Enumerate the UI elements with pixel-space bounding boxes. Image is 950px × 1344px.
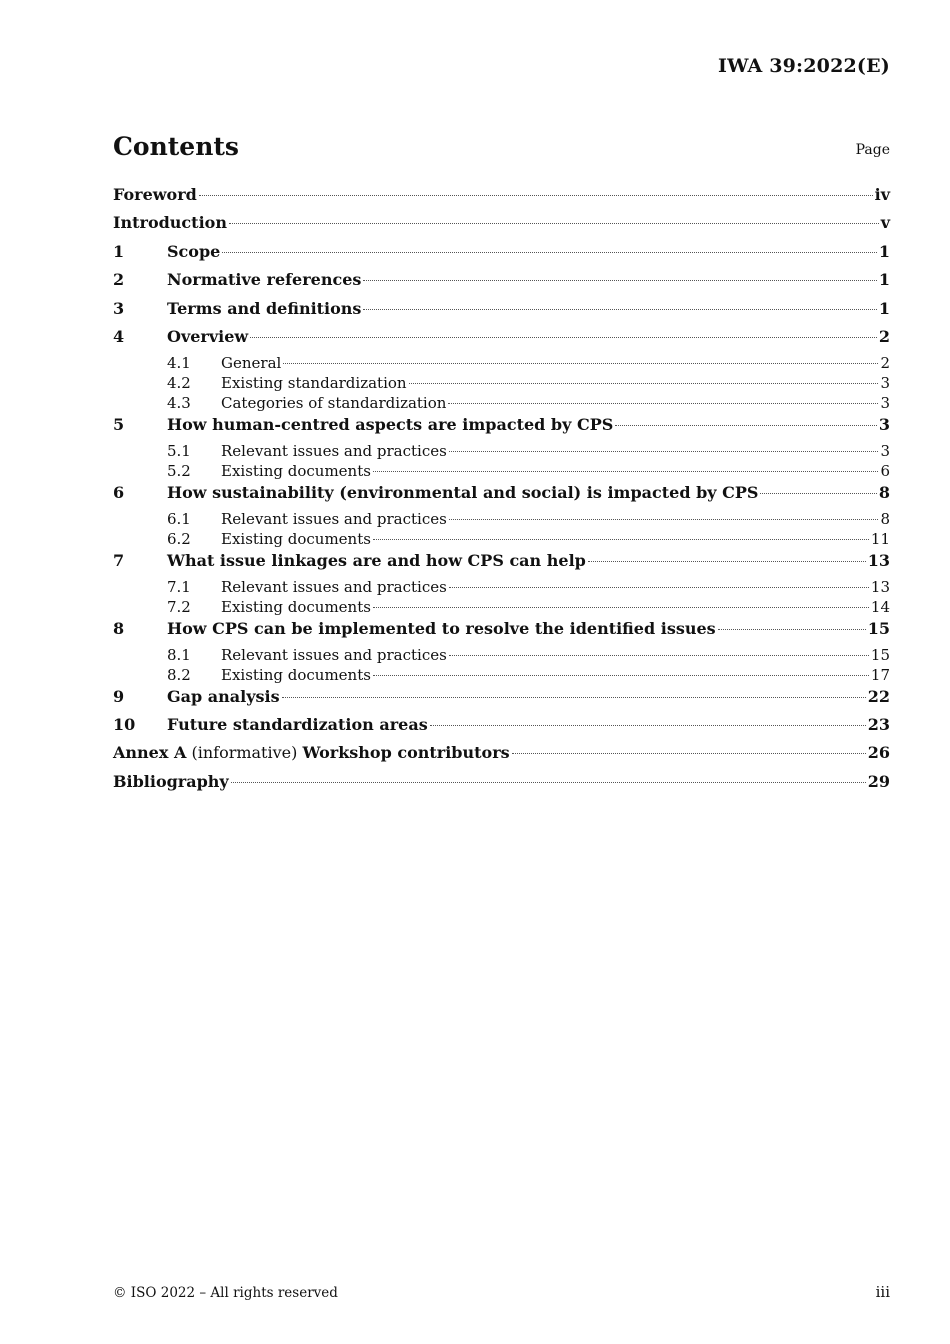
toc-entry-title-text: Scope bbox=[167, 241, 221, 261]
toc-entry-title bbox=[167, 687, 280, 707]
copyright-notice: © ISO 2022 – All rights reserved bbox=[113, 1285, 338, 1301]
toc-entry-title bbox=[221, 597, 371, 617]
toc-entry-number: 7.2 bbox=[167, 597, 191, 616]
toc-entry-title-text: Gap analysis bbox=[167, 686, 280, 706]
toc-entry[interactable] bbox=[113, 268, 890, 296]
toc-entry-title bbox=[221, 665, 371, 685]
toc-page-number: 22 bbox=[867, 686, 890, 706]
table-of-contents bbox=[113, 183, 890, 798]
toc-entry-number: 6 bbox=[113, 482, 125, 502]
toc-entry-number: 10 bbox=[113, 715, 136, 735]
toc-entry-title-text: General bbox=[221, 354, 282, 373]
toc-subentry[interactable] bbox=[113, 597, 890, 617]
toc-entry-title-text: Existing documents bbox=[221, 597, 371, 616]
toc-entry-title-text: Introduction bbox=[113, 213, 227, 233]
toc-entry-number: 7.1 bbox=[167, 578, 191, 597]
toc-entry-title-text: Categories of standardization bbox=[221, 393, 447, 412]
toc-entry-title bbox=[113, 743, 510, 763]
toc-entry[interactable] bbox=[113, 549, 890, 577]
toc-entry-title bbox=[221, 509, 447, 529]
toc-entry[interactable] bbox=[113, 741, 890, 769]
toc-entry-title bbox=[221, 577, 447, 597]
toc-entry-title-text: Existing standardization bbox=[221, 374, 407, 393]
dot-leader bbox=[373, 470, 879, 472]
toc-entry-title-text: Relevant issues and practices bbox=[221, 510, 447, 529]
toc-page-number: 8 bbox=[878, 482, 890, 502]
toc-page-number: 15 bbox=[870, 646, 890, 665]
toc-subentry[interactable] bbox=[113, 461, 890, 481]
toc-entry-title bbox=[221, 393, 446, 413]
toc-entry-title-text: How CPS can be implemented to resolve the identified issues bbox=[167, 618, 716, 638]
dot-leader bbox=[449, 654, 869, 656]
toc-entry-title bbox=[113, 772, 229, 792]
dot-leader bbox=[760, 492, 876, 494]
dot-leader bbox=[282, 696, 866, 698]
toc-subentry[interactable] bbox=[113, 645, 890, 665]
dot-leader bbox=[363, 308, 876, 310]
page-number: iii bbox=[875, 1283, 890, 1301]
toc-entry-title bbox=[113, 185, 197, 205]
dot-leader bbox=[615, 424, 877, 426]
dot-leader bbox=[222, 251, 877, 253]
toc-entry-number: 4 bbox=[113, 326, 125, 346]
toc-entry-title bbox=[221, 441, 447, 461]
toc-entry-title bbox=[167, 242, 220, 262]
toc-entry-title bbox=[167, 715, 428, 735]
toc-entry-title-text: What issue linkages are and how CPS can help bbox=[167, 550, 586, 570]
dot-leader bbox=[229, 222, 879, 224]
toc-page-number: 2 bbox=[880, 354, 890, 373]
toc-entry-title-text: Future standardization areas bbox=[167, 715, 428, 735]
toc-entry-title-text: Existing documents bbox=[221, 529, 371, 548]
toc-entry-number: 2 bbox=[113, 270, 125, 290]
dot-leader bbox=[512, 752, 866, 754]
toc-page-number: 15 bbox=[867, 618, 890, 638]
contents-heading: Contents bbox=[113, 132, 240, 161]
toc-entry-title bbox=[221, 353, 281, 373]
toc-page-number: 13 bbox=[867, 550, 890, 570]
toc-entry-title bbox=[221, 373, 407, 393]
toc-entry[interactable] bbox=[113, 325, 890, 353]
toc-entry-title-text: Relevant issues and practices bbox=[221, 442, 447, 461]
toc-entry-title-text: Annex A bbox=[113, 743, 187, 763]
toc-entry[interactable] bbox=[113, 685, 890, 713]
toc-subentry[interactable] bbox=[113, 665, 890, 685]
toc-subentry[interactable] bbox=[113, 441, 890, 461]
toc-entry-title bbox=[167, 270, 361, 290]
toc-entry-title-text: Terms and definitions bbox=[167, 298, 362, 318]
toc-entry[interactable] bbox=[113, 211, 890, 239]
toc-page-number: 23 bbox=[867, 715, 890, 735]
toc-page-number: 1 bbox=[878, 270, 890, 290]
toc-entry-title-suffix: Workshop contributors bbox=[302, 743, 510, 763]
toc-subentry[interactable] bbox=[113, 393, 890, 413]
toc-page-number: 3 bbox=[880, 374, 890, 393]
toc-entry-title bbox=[167, 551, 586, 571]
toc-entry-title-text: Relevant issues and practices bbox=[221, 646, 447, 665]
toc-entry-title-text: How human-centred aspects are impacted by CPS bbox=[167, 414, 614, 434]
toc-page-number: 3 bbox=[880, 442, 890, 461]
toc-entry-title-text: Relevant issues and practices bbox=[221, 578, 447, 597]
toc-entry[interactable] bbox=[113, 481, 890, 509]
toc-entry-number: 1 bbox=[113, 241, 125, 261]
toc-page-number: v bbox=[880, 213, 890, 233]
dot-leader bbox=[231, 781, 866, 783]
toc-subentry[interactable] bbox=[113, 353, 890, 373]
toc-page-number: 3 bbox=[878, 414, 890, 434]
toc-entry-title bbox=[221, 645, 447, 665]
toc-entry-number: 4.2 bbox=[167, 374, 191, 393]
toc-entry[interactable] bbox=[113, 183, 890, 211]
dot-leader bbox=[449, 450, 879, 452]
toc-entry[interactable] bbox=[113, 713, 890, 741]
toc-entry-title-text: Foreword bbox=[113, 185, 197, 204]
toc-page-number: iv bbox=[874, 185, 890, 204]
toc-page-number: 11 bbox=[870, 529, 890, 548]
dot-leader bbox=[363, 279, 876, 281]
toc-page-number: 6 bbox=[880, 461, 890, 480]
dot-leader bbox=[718, 628, 866, 630]
toc-subentry[interactable] bbox=[113, 373, 890, 393]
dot-leader bbox=[373, 606, 869, 608]
toc-entry[interactable] bbox=[113, 240, 890, 268]
toc-page-number: 14 bbox=[870, 597, 890, 616]
toc-entry-title bbox=[167, 483, 758, 503]
document-id: IWA 39:2022(E) bbox=[718, 55, 890, 77]
dot-leader bbox=[430, 724, 866, 726]
toc-page-number: 1 bbox=[878, 241, 890, 261]
toc-entry-title bbox=[167, 415, 613, 435]
dot-leader bbox=[373, 674, 869, 676]
toc-page-number: 17 bbox=[870, 665, 890, 684]
toc-entry[interactable] bbox=[113, 770, 890, 798]
toc-entry-number: 6.2 bbox=[167, 529, 191, 548]
toc-entry-title-text: Normative references bbox=[167, 270, 362, 290]
toc-entry-number: 8 bbox=[113, 618, 125, 638]
toc-entry-title bbox=[113, 213, 227, 233]
toc-page-number: 13 bbox=[870, 578, 890, 597]
toc-entry[interactable] bbox=[113, 413, 890, 441]
toc-entry-title bbox=[167, 619, 716, 639]
dot-leader bbox=[283, 362, 878, 364]
toc-subentry[interactable] bbox=[113, 529, 890, 549]
toc-subentry[interactable] bbox=[113, 577, 890, 597]
toc-subentry[interactable] bbox=[113, 509, 890, 529]
toc-entry-title-text: Bibliography bbox=[113, 771, 229, 791]
toc-entry-number: 4.3 bbox=[167, 393, 191, 412]
toc-entry-number: 5.2 bbox=[167, 461, 191, 480]
toc-entry-title bbox=[167, 299, 361, 319]
toc-page-number: 26 bbox=[867, 743, 890, 763]
toc-entry-title bbox=[221, 461, 371, 481]
toc-entry[interactable] bbox=[113, 297, 890, 325]
page-column-label: Page bbox=[855, 142, 890, 158]
toc-page-number: 1 bbox=[878, 298, 890, 318]
toc-entry-title-qualifier: (informative) bbox=[186, 743, 303, 763]
dot-leader bbox=[409, 382, 879, 384]
dot-leader bbox=[373, 538, 869, 540]
toc-entry[interactable] bbox=[113, 617, 890, 645]
toc-entry-number: 4.1 bbox=[167, 354, 191, 373]
toc-entry-number: 8.1 bbox=[167, 646, 191, 665]
toc-entry-title bbox=[221, 529, 371, 549]
toc-page-number: 8 bbox=[880, 510, 890, 529]
toc-entry-title-text: Existing documents bbox=[221, 665, 371, 684]
toc-entry-title-text: How sustainability (environmental and social) is impacted by CPS bbox=[167, 482, 759, 502]
toc-page-number: 2 bbox=[878, 326, 890, 346]
dot-leader bbox=[448, 402, 878, 404]
toc-entry-number: 3 bbox=[113, 298, 125, 318]
dot-leader bbox=[449, 586, 869, 588]
toc-entry-number: 7 bbox=[113, 550, 125, 570]
toc-entry-title-text: Existing documents bbox=[221, 461, 371, 480]
dot-leader bbox=[588, 560, 866, 562]
toc-entry-number: 5.1 bbox=[167, 442, 191, 461]
toc-entry-number: 8.2 bbox=[167, 665, 191, 684]
dot-leader bbox=[449, 518, 879, 520]
toc-entry-number: 6.1 bbox=[167, 510, 191, 529]
dot-leader bbox=[199, 194, 873, 196]
dot-leader bbox=[250, 336, 877, 338]
toc-page-number: 29 bbox=[867, 771, 890, 791]
toc-entry-title bbox=[167, 327, 248, 347]
toc-page-number: 3 bbox=[880, 393, 890, 412]
toc-entry-title-text: Overview bbox=[167, 326, 249, 346]
toc-entry-number: 5 bbox=[113, 414, 125, 434]
toc-entry-number: 9 bbox=[113, 686, 125, 706]
